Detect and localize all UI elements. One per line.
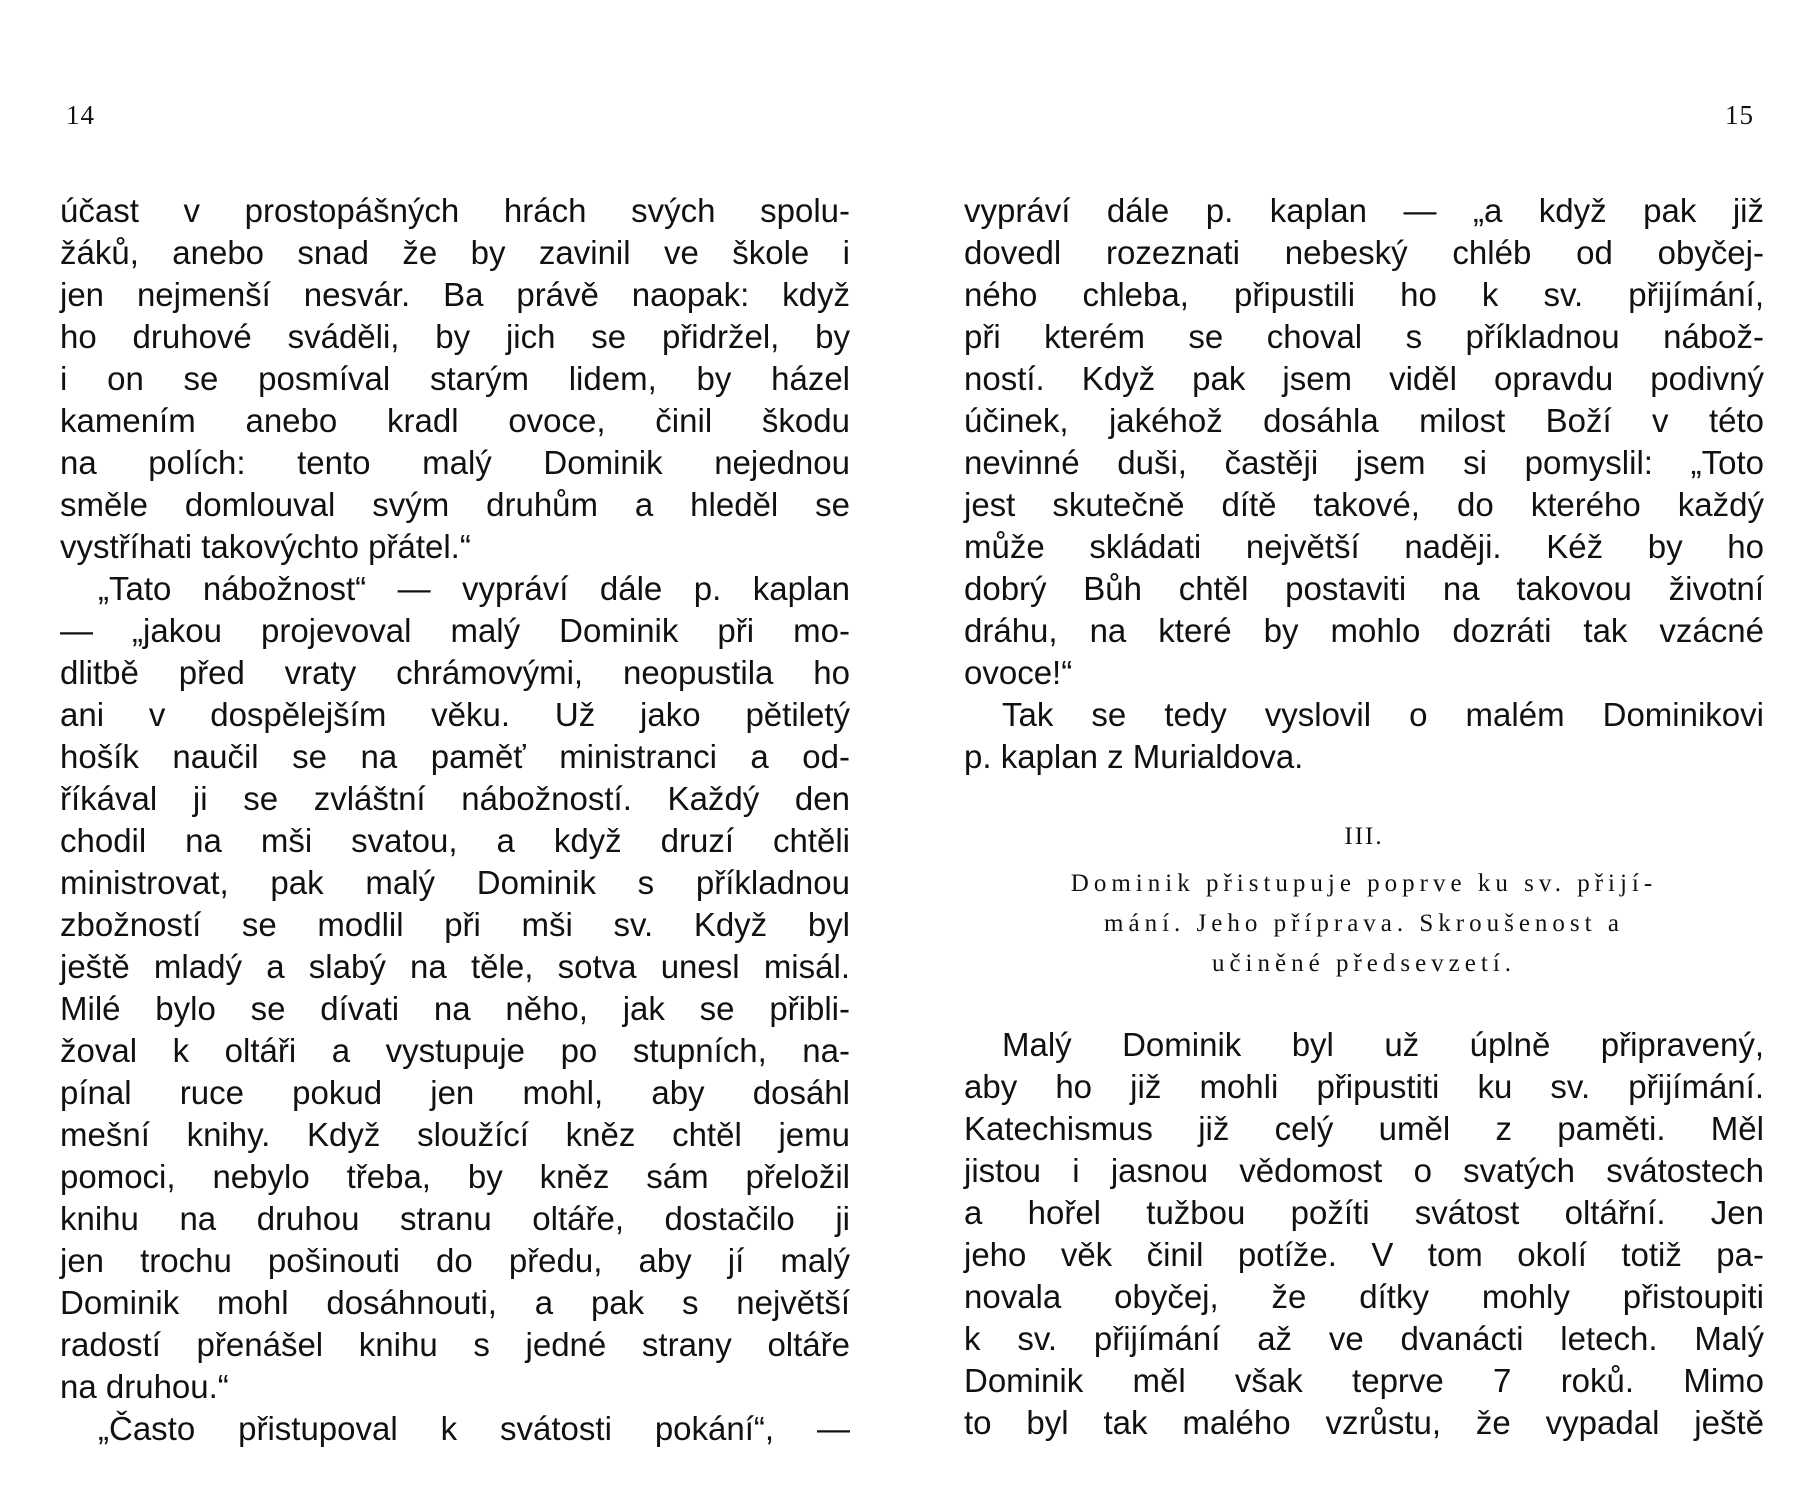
left-page-body [60, 190, 850, 1450]
chapter-title-line: mání. Jeho příprava. Skroušenost a [1104, 910, 1624, 937]
text-line: dovedl rozeznati nebeský chléb od obyčej- [964, 234, 1764, 271]
text-line: p. kaplan z Murialdova. [964, 738, 1304, 775]
text-line: dlitbě před vraty chrámovými, neopustila ho [60, 654, 850, 691]
text-line: jen nejmenší nesvár. Ba právě naopak: když [60, 276, 850, 313]
text-line: ani v dospělejším věku. Už jako pětiletý [60, 696, 850, 733]
text-line: ho druhové sváděli, by jich se přidržel, by [60, 318, 850, 355]
text-line: a hořel tužbou požíti svátost oltářní. Jen [964, 1194, 1764, 1231]
text-line: dobrý Bůh chtěl postaviti na takovou životní [964, 570, 1764, 607]
chapter-title [964, 864, 1764, 984]
text-line: Katechismus již celý uměl z paměti. Měl [964, 1110, 1764, 1147]
text-line: jest skutečně dítě takové, do kterého každý [964, 486, 1764, 523]
text-line: jeho věk činil potíže. V tom okolí totiž pa- [964, 1236, 1764, 1273]
text-line: na polích: tento malý Dominik nejednou [60, 444, 850, 481]
text-line: na druhou.“ [60, 1368, 229, 1405]
right-page-body [964, 190, 1764, 1444]
text-line: chodil na mši svatou, a když druzí chtěli [60, 822, 850, 859]
text-line: při kterém se choval s příkladnou nábož- [964, 318, 1764, 355]
text-line: ného chleba, připustili ho k sv. přijímání, [964, 276, 1764, 313]
text-line: „Tato nábožnost“ — vypráví dále p. kaplan [98, 570, 850, 607]
text-line: účast v prostopášných hrách svých spolu- [60, 192, 850, 229]
text-line: jen trochu pošinouti do předu, aby jí malý [60, 1242, 850, 1279]
text-line: ností. Když pak jsem viděl opravdu podivný [964, 360, 1764, 397]
text-line: ještě mladý a slabý na těle, sotva unesl misál. [60, 948, 850, 985]
text-line: jistou i jasnou vědomost o svatých svátostech [964, 1152, 1764, 1189]
text-line: říkával ji se zvláštní nábožností. Každý den [60, 780, 850, 817]
text-line: to byl tak malého vzrůstu, že vypadal ještě [964, 1404, 1764, 1441]
text-line: kamením anebo kradl ovoce, činil škodu [60, 402, 850, 439]
text-line: nevinné duši, častěji jsem si pomyslil: „Toto [964, 444, 1764, 481]
text-line: mešní knihy. Když sloužící kněz chtěl jemu [60, 1116, 850, 1153]
text-line: účinek, jakéhož dosáhla milost Boží v této [964, 402, 1764, 439]
text-line: — „jakou projevoval malý Dominik při mo- [60, 612, 850, 649]
text-line: k sv. přijímání až ve dvanácti letech. Malý [964, 1320, 1764, 1357]
text-line: knihu na druhou stranu oltáře, dostačilo ji [60, 1200, 850, 1237]
text-line: pomoci, nebylo třeba, by kněz sám přeložil [60, 1158, 850, 1195]
text-line: aby ho již mohli připustiti ku sv. přijímání. [964, 1068, 1764, 1105]
chapter-number: III. [1344, 823, 1384, 850]
text-line: radostí přenášel knihu s jedné strany oltáře [60, 1326, 850, 1363]
text-line: zbožností se modlil při mši sv. Když byl [60, 906, 850, 943]
left-page-number: 14 [66, 100, 95, 130]
text-line: dráhu, na které by mohlo dozráti tak vzácné [964, 612, 1764, 649]
text-line: hošík naučil se na paměť ministranci a od- [60, 738, 850, 775]
right-page-number: 15 [1725, 100, 1754, 130]
text-line: Milé bylo se dívati na něho, jak se přibli- [60, 990, 850, 1027]
left-page [60, 0, 850, 1500]
right-page [964, 0, 1764, 1500]
text-line: vystříhati takovýchto přátel.“ [60, 528, 471, 565]
text-line: Malý Dominik byl už úplně připravený, [1002, 1026, 1764, 1063]
chapter-title-line: Dominik přistupuje poprve ku sv. přijí- [1070, 870, 1658, 897]
text-line: může skládati největší naději. Kéž by ho [964, 528, 1764, 565]
text-line: „Často přistupoval k svátosti pokání“, — [98, 1410, 850, 1447]
text-line: pínal ruce pokud jen mohl, aby dosáhl [60, 1074, 850, 1111]
text-line: vypráví dále p. kaplan — „a když pak již [964, 192, 1764, 229]
chapter-title-line: učiněné předsevzetí. [1211, 950, 1517, 977]
text-line: žoval k oltáři a vystupuje po stupních, na- [60, 1032, 850, 1069]
text-line: směle domlouval svým druhům a hleděl se [60, 486, 850, 523]
text-line: Dominik mohl dosáhnouti, a pak s největší [60, 1284, 850, 1321]
text-line: novala obyčej, že dítky mohly přistoupiti [964, 1278, 1764, 1315]
text-line: i on se posmíval starým lidem, by házel [60, 360, 850, 397]
text-line: Dominik měl však teprve 7 roků. Mimo [964, 1362, 1764, 1399]
text-line: ministrovat, pak malý Dominik s příkladnou [60, 864, 850, 901]
text-line: žáků, anebo snad že by zavinil ve škole i [60, 234, 850, 271]
text-line: Tak se tedy vyslovil o malém Dominikovi [1002, 696, 1764, 733]
text-line: ovoce!“ [964, 654, 1073, 691]
